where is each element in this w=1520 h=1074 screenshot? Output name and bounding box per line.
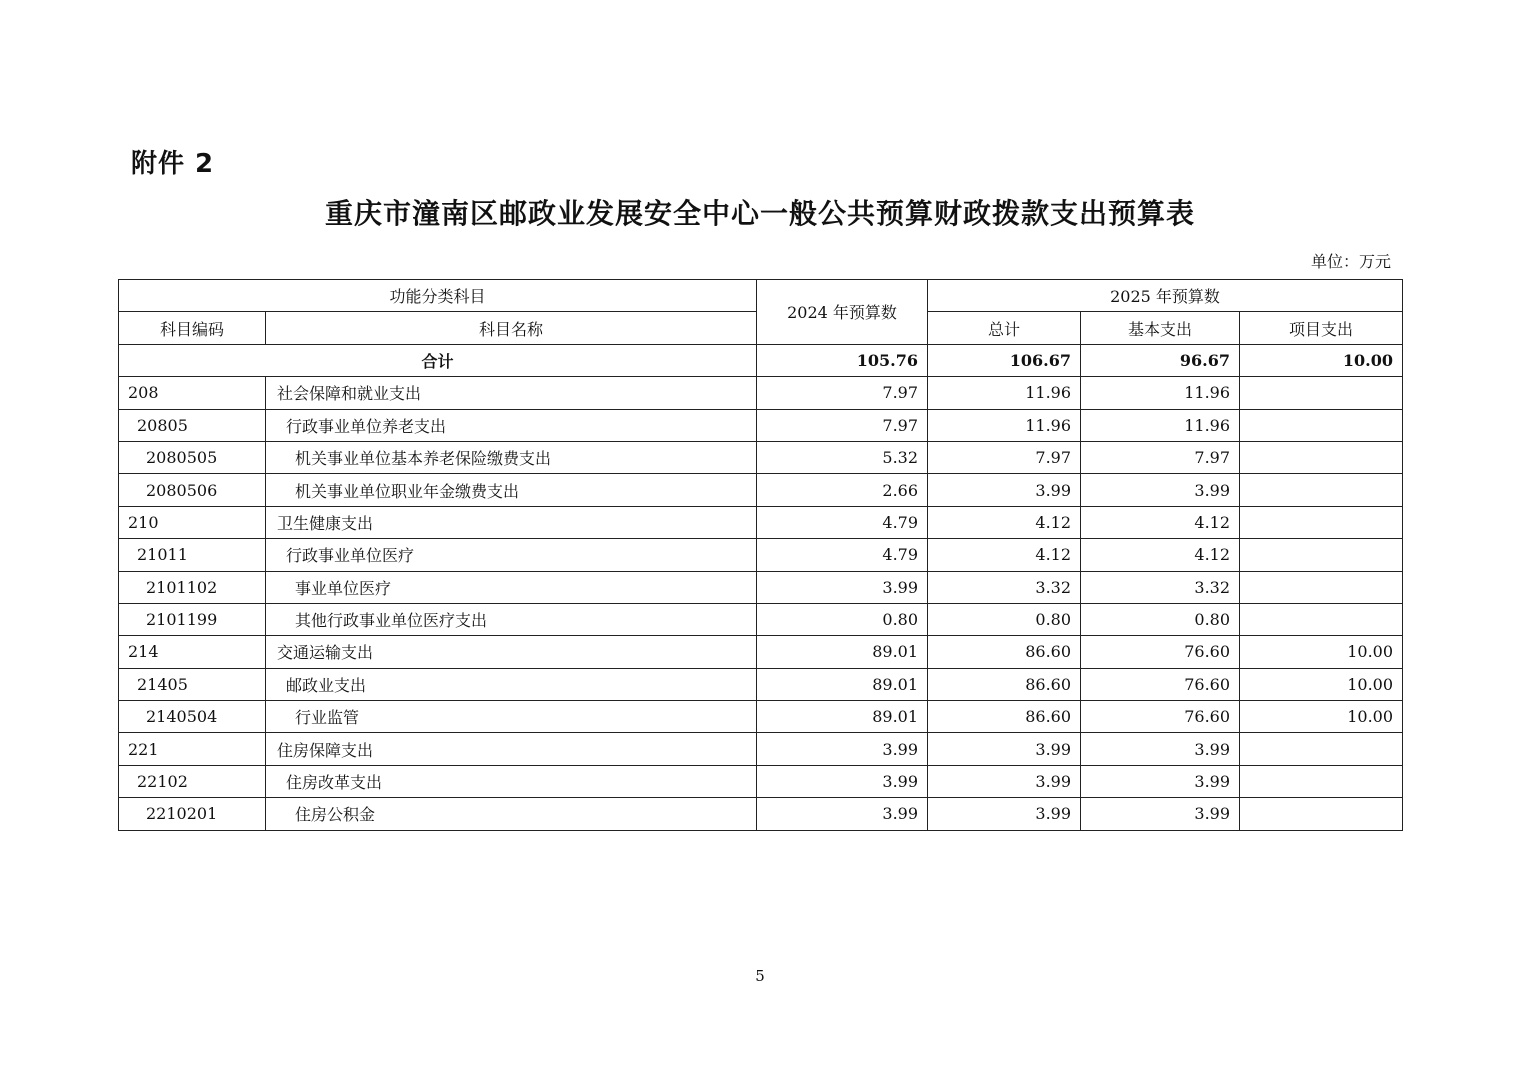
row-project — [1240, 603, 1403, 635]
row-name: 行业监管 — [266, 701, 757, 733]
row-name: 卫生健康支出 — [266, 506, 757, 538]
row-basic: 76.60 — [1081, 636, 1240, 668]
row-total: 4.12 — [928, 539, 1081, 571]
attachment-label: 附件 2 — [131, 149, 215, 179]
total-label: 合计 — [119, 344, 757, 376]
row-total: 3.99 — [928, 474, 1081, 506]
row-name: 机关事业单位职业年金缴费支出 — [266, 474, 757, 506]
row-project: 10.00 — [1240, 668, 1403, 700]
row-basic: 3.99 — [1081, 765, 1240, 797]
row-basic: 4.12 — [1081, 539, 1240, 571]
row-basic: 7.97 — [1081, 441, 1240, 473]
row-total: 3.99 — [928, 765, 1081, 797]
row-name: 住房改革支出 — [266, 765, 757, 797]
row-name: 邮政业支出 — [266, 668, 757, 700]
row-budget-2024: 3.99 — [757, 733, 928, 765]
table-row — [119, 636, 1403, 668]
row-budget-2024: 89.01 — [757, 668, 928, 700]
row-budget-2024: 5.32 — [757, 441, 928, 473]
total-budget-2024: 105.76 — [757, 344, 928, 376]
row-name: 行政事业单位养老支出 — [266, 409, 757, 441]
total-total: 106.67 — [928, 344, 1081, 376]
document-title: 重庆市潼南区邮政业发展安全中心一般公共预算财政拨款支出预算表 — [324, 197, 1195, 230]
total-project: 10.00 — [1240, 344, 1403, 376]
row-code: 221 — [119, 733, 266, 765]
table-row — [119, 765, 1403, 797]
row-total: 3.99 — [928, 733, 1081, 765]
row-code: 22102 — [119, 765, 266, 797]
row-code: 210 — [119, 506, 266, 538]
row-total: 0.80 — [928, 603, 1081, 635]
table-row — [119, 603, 1403, 635]
budget-table — [118, 279, 1403, 831]
header-row-1 — [119, 280, 1403, 312]
table-row — [119, 506, 1403, 538]
row-project — [1240, 765, 1403, 797]
row-project — [1240, 733, 1403, 765]
page-number: 5 — [755, 967, 765, 985]
table-row — [119, 377, 1403, 409]
total-basic: 96.67 — [1081, 344, 1240, 376]
row-code: 214 — [119, 636, 266, 668]
row-basic: 0.80 — [1081, 603, 1240, 635]
row-project — [1240, 474, 1403, 506]
row-total: 11.96 — [928, 409, 1081, 441]
row-total: 86.60 — [928, 668, 1081, 700]
row-budget-2024: 7.97 — [757, 409, 928, 441]
row-total: 86.60 — [928, 701, 1081, 733]
row-basic: 11.96 — [1081, 377, 1240, 409]
row-code: 208 — [119, 377, 266, 409]
functional-category-header: 功能分类科目 — [119, 280, 757, 312]
row-name: 住房公积金 — [266, 798, 757, 830]
budget-2025-header: 2025 年预算数 — [928, 280, 1403, 312]
row-project — [1240, 377, 1403, 409]
row-total: 7.97 — [928, 441, 1081, 473]
row-project — [1240, 506, 1403, 538]
row-name: 社会保障和就业支出 — [266, 377, 757, 409]
table-row — [119, 539, 1403, 571]
row-project — [1240, 798, 1403, 830]
row-basic: 3.99 — [1081, 733, 1240, 765]
row-budget-2024: 0.80 — [757, 603, 928, 635]
row-basic: 76.60 — [1081, 668, 1240, 700]
basic-header: 基本支出 — [1081, 312, 1240, 344]
row-total: 11.96 — [928, 377, 1081, 409]
table-row — [119, 798, 1403, 830]
row-project — [1240, 571, 1403, 603]
total-row — [119, 344, 1403, 376]
row-budget-2024: 3.99 — [757, 798, 928, 830]
row-budget-2024: 7.97 — [757, 377, 928, 409]
row-budget-2024: 3.99 — [757, 765, 928, 797]
row-budget-2024: 3.99 — [757, 571, 928, 603]
table-row — [119, 668, 1403, 700]
row-total: 86.60 — [928, 636, 1081, 668]
row-project: 10.00 — [1240, 636, 1403, 668]
row-basic: 76.60 — [1081, 701, 1240, 733]
row-code: 21011 — [119, 539, 266, 571]
row-project — [1240, 441, 1403, 473]
row-name: 行政事业单位医疗 — [266, 539, 757, 571]
row-name: 事业单位医疗 — [266, 571, 757, 603]
row-budget-2024: 89.01 — [757, 636, 928, 668]
table-row — [119, 701, 1403, 733]
row-total: 3.32 — [928, 571, 1081, 603]
row-basic: 4.12 — [1081, 506, 1240, 538]
row-basic: 3.99 — [1081, 798, 1240, 830]
row-basic: 3.99 — [1081, 474, 1240, 506]
code-header: 科目编码 — [119, 312, 266, 344]
unit-label: 单位：万元 — [1310, 252, 1391, 271]
table-row — [119, 571, 1403, 603]
table-row — [119, 474, 1403, 506]
table-row — [119, 409, 1403, 441]
row-name: 交通运输支出 — [266, 636, 757, 668]
row-budget-2024: 89.01 — [757, 701, 928, 733]
row-code: 2101199 — [119, 603, 266, 635]
row-budget-2024: 2.66 — [757, 474, 928, 506]
table-row — [119, 441, 1403, 473]
row-code: 2080505 — [119, 441, 266, 473]
row-code: 2140504 — [119, 701, 266, 733]
row-name: 其他行政事业单位医疗支出 — [266, 603, 757, 635]
row-budget-2024: 4.79 — [757, 506, 928, 538]
row-total: 4.12 — [928, 506, 1081, 538]
row-total: 3.99 — [928, 798, 1081, 830]
row-code: 2210201 — [119, 798, 266, 830]
row-name: 机关事业单位基本养老保险缴费支出 — [266, 441, 757, 473]
row-name: 住房保障支出 — [266, 733, 757, 765]
row-project: 10.00 — [1240, 701, 1403, 733]
table-row — [119, 733, 1403, 765]
row-code: 2080506 — [119, 474, 266, 506]
row-code: 2101102 — [119, 571, 266, 603]
row-project — [1240, 409, 1403, 441]
row-basic: 11.96 — [1081, 409, 1240, 441]
row-code: 20805 — [119, 409, 266, 441]
budget-2024-header: 2024 年预算数 — [757, 280, 928, 345]
project-header: 项目支出 — [1240, 312, 1403, 344]
row-basic: 3.32 — [1081, 571, 1240, 603]
row-budget-2024: 4.79 — [757, 539, 928, 571]
row-code: 21405 — [119, 668, 266, 700]
row-project — [1240, 539, 1403, 571]
total-header: 总计 — [928, 312, 1081, 344]
name-header: 科目名称 — [266, 312, 757, 344]
